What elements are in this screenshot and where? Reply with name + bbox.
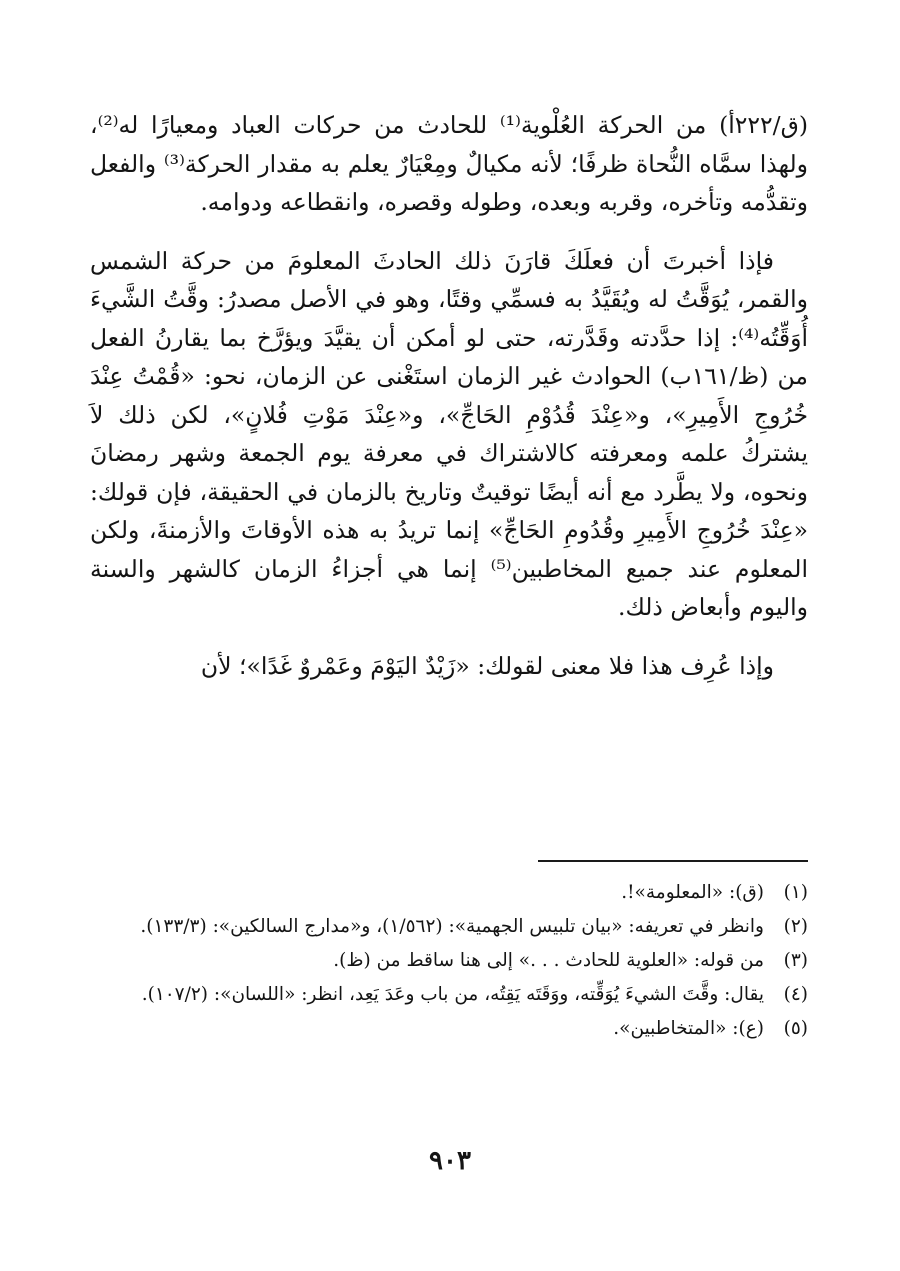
footnote-number: (٢) [783,916,808,937]
footnote-5 [90,1014,808,1044]
paragraph-1: (ق/٢٢٢أ) من الحركة العُلْوية⁽¹⁾ للحادث من حركات العباد ومعيارًا له⁽²⁾، ولهذا سمَّاه النُّحاة ظرفًا؛ لأنه مكيالٌ ومِعْيَارٌ يعلم به مقدار الحركة⁽³⁾ والفعل وتقدُّمه وتأخره، وقربه وبعده، وطوله وقصره، وانقطاعه ودوامه. [90,111,808,216]
footnote-text: من قوله: «العلوية للحادث . . .» إلى هنا ساقط من (ظ). [333,950,764,971]
footnote-text: وانظر في تعريفه: «بيان تلبيس الجهمية»: (١/٥٦٢)، و«مدارج السالكين»: (١٣٣/٣). [140,916,764,937]
footnote-1 [90,878,808,908]
footnote-text: (ق): «المعلومة»!. [621,882,764,903]
footnote-number: (٥) [783,1018,808,1039]
main-text [90,106,808,685]
paragraph-2: فإذا أخبرتَ أن فعلَكَ قارَنَ ذلك الحادثَ المعلومَ من حركة الشمس والقمر، يُوَقَّتُ له ويُقَيَّدُ به فسمِّي وقتًا، وهو في الأصل مصدرُ: وقَّتُ الشَّيءَ أُوَقِّتُه⁽⁴⁾: إذا حدَّدته وقَدَّرته، حتى لو أمكن أن يقيَّدَ ويؤرَّخ بما يقارنُ الفعل من (ظ/١٦١ب) الحوادث غير الزمان استَغْنى عن الزمان، نحو: «قُمْتُ عِنْدَ خُرُوجِ الأَمِيرِ»، و«عِنْدَ قُدُوْمِ الحَاجِّ»، و«عِنْدَ مَوْتِ فُلانٍ»، لكن ذلك لاَ يشتركُ علمه ومعرفته كالاشتراك في معرفة يوم الجمعة وشهر رمضانَ ونحوه، ولا يطَّرد مع أنه أيضًا توقيتٌ وتاريخ بالزمان في الحقيقة، فإن قولك: «عِنْدَ خُرُوجِ الأَمِيرِ وقُدُومِ الحَاجِّ» إنما تريدُ به هذه الأوقاتَ والأزمنةَ، ولكن المعلوم عند جميع المخاطبين⁽⁵⁾ إنما هي أجزاءُ الزمان كالشهر والسنة واليوم وأبعاض ذلك. [90,246,809,621]
paragraph-3: وإذا عُرِف هذا فلا معنى لقولك: «زَيْدٌ اليَوْمَ وعَمْروٌ غَدًا»؛ لأن [200,651,774,680]
footnote-number: (١) [783,882,808,903]
footnote-text: يقال: وقَّتَ الشيءَ يُوَقِّته، ووَقَتَه يَقِتُه، من باب وعَدَ يَعِد، انظر: «اللسان»: (١٠٧/٢). [141,984,764,1005]
footnote-number: (٣) [783,950,808,971]
footnote-3 [90,946,808,976]
footnotes [90,878,808,1048]
page-number: ٩٠٣ [429,1146,471,1176]
footnote-2 [90,912,808,942]
footnote-4 [90,980,808,1010]
footnote-number: (٤) [783,984,808,1005]
footnote-text: (ع): «المتخاطبين». [613,1018,764,1039]
footnote-divider [538,860,808,862]
